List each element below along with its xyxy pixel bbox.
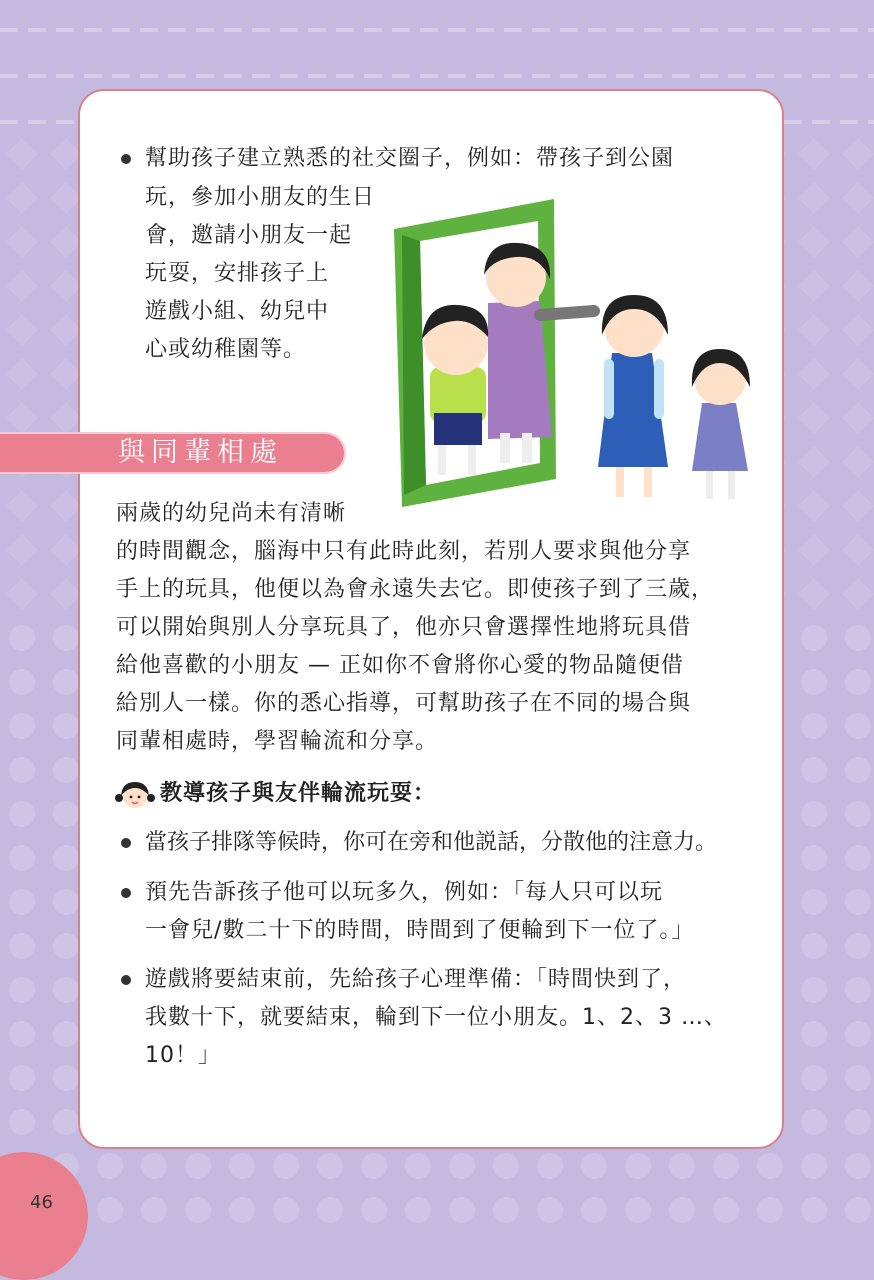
paragraph-line: 兩歲的幼兒尚未有清晰 — [116, 501, 347, 526]
paragraph-line: 給別人一樣。你的悉心指導，可幫助孩子在不同的場合與 — [116, 691, 692, 716]
paragraph-line: 同輩相處時，學習輪流和分享。 — [116, 729, 439, 754]
intro-line: 玩，參加小朋友的生日 — [145, 185, 376, 210]
family-illustration — [390, 195, 770, 515]
intro-line: 心或幼稚園等。 — [145, 337, 307, 362]
tip-line: 遊戲將要結束前，先給孩子心理準備：「時間快到了， — [145, 967, 687, 992]
paragraph-line: 手上的玩具，他便以為會永遠失去它。即使孩子到了三歲， — [116, 577, 715, 602]
intro-line: 玩耍，安排孩子上 — [145, 261, 330, 286]
paragraph-line: 的時間觀念，腦海中只有此時此刻，若別人要求與他分享 — [116, 539, 692, 564]
bullet-dot — [121, 975, 131, 985]
tip-line: 我數十下，就要結束，輪到下一位小朋友。1、2、3 …、 — [145, 1005, 727, 1030]
bullet-dot — [121, 154, 131, 164]
bullet-dot — [121, 888, 131, 898]
tip-line: 當孩子排隊等候時，你可在旁和他説話，分散他的注意力。 — [145, 830, 718, 855]
tips-heading: 教導孩子與友伴輪流玩耍： — [160, 781, 437, 806]
tip-line: 10！」 — [145, 1043, 221, 1068]
intro-line: 幫助孩子建立熟悉的社交圈子，例如：帶孩子到公園 — [145, 146, 675, 171]
section-title: 與同輩相處 — [118, 437, 283, 468]
intro-line: 遊戲小組、幼兒中 — [145, 299, 330, 324]
intro-line: 會，邀請小朋友一起 — [145, 223, 353, 248]
tip-line: 一會兒/數二十下的時間，時間到了便輪到下一位了。」 — [145, 918, 695, 943]
page-number: 46 — [30, 1192, 53, 1213]
paragraph-line: 給他喜歡的小朋友 — 正如你不會將你心愛的物品隨便借 — [116, 653, 684, 678]
tip-line: 預先告訴孩子他可以玩多久，例如：「每人只可以玩 — [145, 880, 664, 905]
paragraph-line: 可以開始與別人分享玩具了，他亦只會選擇性地將玩具借 — [116, 615, 692, 640]
bullet-dot — [121, 838, 131, 848]
girl-face-icon — [114, 778, 156, 810]
